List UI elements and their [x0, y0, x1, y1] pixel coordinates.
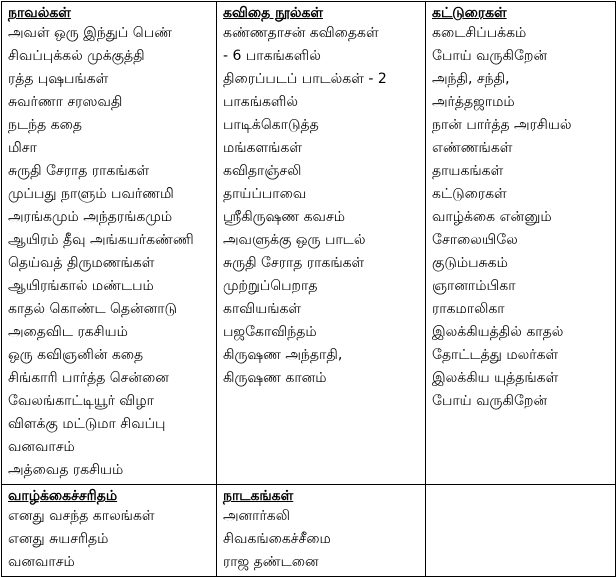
- table-row: [2, 485, 616, 577]
- list-item: திரைப்படப் பாடல்கள் - 2: [223, 71, 387, 87]
- list-item: கண்ணதாசன் கவிதைகள்: [223, 25, 379, 41]
- list-item: முப்பது நாளும் பவர்ணமி: [8, 186, 174, 202]
- plays-heading: நாடகங்கள்: [223, 488, 294, 504]
- list-item: விளக்கு மட்டுமா சிவப்பு: [8, 416, 166, 432]
- list-item: சோலையிலே: [432, 232, 518, 248]
- list-item: சிங்காரி பார்த்த சென்னை: [8, 370, 169, 386]
- biography-heading: வாழ்க்கைச்சரிதம்: [8, 488, 118, 504]
- list-item: சுருதி சேராத ராகங்கள்: [8, 163, 150, 179]
- plays-list: [223, 505, 419, 574]
- biography-cell: [2, 485, 217, 577]
- essays-heading: கட்டுரைகள்: [432, 5, 507, 21]
- list-item: தோட்டத்து மலர்கள்: [432, 347, 559, 363]
- empty-cell: [426, 485, 616, 577]
- list-item: போய் வருகிறேன்: [432, 393, 548, 409]
- list-item: ஆயிரம் தீவு அங்கயர்கண்ணி: [8, 232, 194, 248]
- poetry-list: [223, 22, 419, 390]
- list-item: நான் பார்த்த அரசியல்: [432, 117, 572, 133]
- essays-cell: [426, 2, 616, 485]
- list-item: எனது சுயசரிதம்: [8, 531, 109, 547]
- list-item: சுவர்ணா சரஸவதி: [8, 94, 123, 110]
- essays-list: [432, 22, 609, 413]
- list-item: இலக்கிய யுத்தங்கள்: [432, 370, 559, 386]
- poetry-heading: கவிதை நூல்கள்: [223, 5, 324, 21]
- list-item: எண்ணங்கள்: [432, 140, 513, 156]
- list-item: சிவகங்கைச்சீமை: [223, 531, 331, 547]
- list-item: பாடிக்கொடுத்த: [223, 117, 319, 133]
- list-item: கவிதாஞ்சலி: [223, 163, 302, 179]
- list-item: இலக்கியத்தில் காதல்: [432, 324, 564, 340]
- plays-cell: [217, 485, 426, 577]
- list-item: சிவப்புக்கல் முக்குத்தி: [8, 48, 145, 64]
- list-item: பாகங்களில்: [223, 94, 299, 110]
- list-item: மங்களங்கள்: [223, 140, 302, 156]
- list-item: ரத்த புஷபங்கள்: [8, 71, 109, 87]
- list-item: வனவாசம்: [8, 439, 75, 455]
- list-item: சுருதி சேராத ராகங்கள்: [223, 255, 365, 271]
- list-item: ராகமாலிகா: [432, 301, 505, 317]
- list-item: தாயகங்கள்: [432, 163, 504, 179]
- list-item: தாய்ப்பாவை: [223, 186, 307, 202]
- list-item: காவியங்கள்: [223, 301, 302, 317]
- poetry-cell: [217, 2, 426, 485]
- list-item: மிசா: [8, 140, 37, 156]
- list-item: கிருஷண கானம்: [223, 370, 327, 386]
- list-item: வனவாசம்: [8, 554, 75, 570]
- list-item: குடும்பசுகம்: [432, 255, 508, 271]
- list-item: காதல் கொண்ட தென்னாடு: [8, 301, 178, 317]
- list-item: அதைவிட ரகசியம்: [8, 324, 128, 340]
- list-item: ஞானாம்பிகா: [432, 278, 516, 294]
- novels-cell: [2, 2, 217, 485]
- biography-list: [8, 505, 210, 574]
- list-item: அவள் ஒரு இந்துப் பெண்: [8, 25, 172, 41]
- list-item: நடந்த கதை: [8, 117, 82, 133]
- list-item: அத்வைத ரகசியம்: [8, 462, 124, 478]
- list-item: அவளுக்கு ஒரு பாடல்: [223, 232, 366, 248]
- list-item: அர்த்தஜாமம்: [432, 94, 515, 110]
- list-item: ஸ்ரீகிருஷண கவசம்: [223, 209, 345, 225]
- list-item: அரங்கமும் அந்தரங்கமும்: [8, 209, 173, 225]
- list-item: கடைசிப்பக்கம்: [432, 25, 527, 41]
- list-item: கட்டுரைகள்: [432, 186, 507, 202]
- novels-list: [8, 22, 210, 482]
- list-item: - 6 பாகங்களில்: [223, 48, 321, 64]
- list-item: ஒரு கவிஞனின் கதை: [8, 347, 144, 363]
- table-row: [2, 2, 616, 485]
- list-item: ராஜ தண்டனை: [223, 554, 319, 570]
- list-item: வேலங்காட்டியூர் விழா: [8, 393, 154, 409]
- list-item: போய் வருகிறேன்: [432, 48, 548, 64]
- novels-heading: நாவல்கள்: [8, 5, 71, 21]
- list-item: ஆயிரங்கால் மண்டபம்: [8, 278, 154, 294]
- list-item: முற்றுப்பெறாத: [223, 278, 318, 294]
- list-item: வாழ்க்கை என்னும்: [432, 209, 552, 225]
- list-item: கிருஷண அந்தாதி,: [223, 347, 343, 363]
- list-item: அந்தி, சந்தி,: [432, 71, 510, 87]
- works-table: [1, 1, 616, 577]
- list-item: அனார்கலி: [223, 508, 290, 524]
- list-item: எனது வசந்த காலங்கள்: [8, 508, 155, 524]
- list-item: தெய்வத் திருமணங்கள்: [8, 255, 155, 271]
- list-item: பஜகோவிந்தம்: [223, 324, 317, 340]
